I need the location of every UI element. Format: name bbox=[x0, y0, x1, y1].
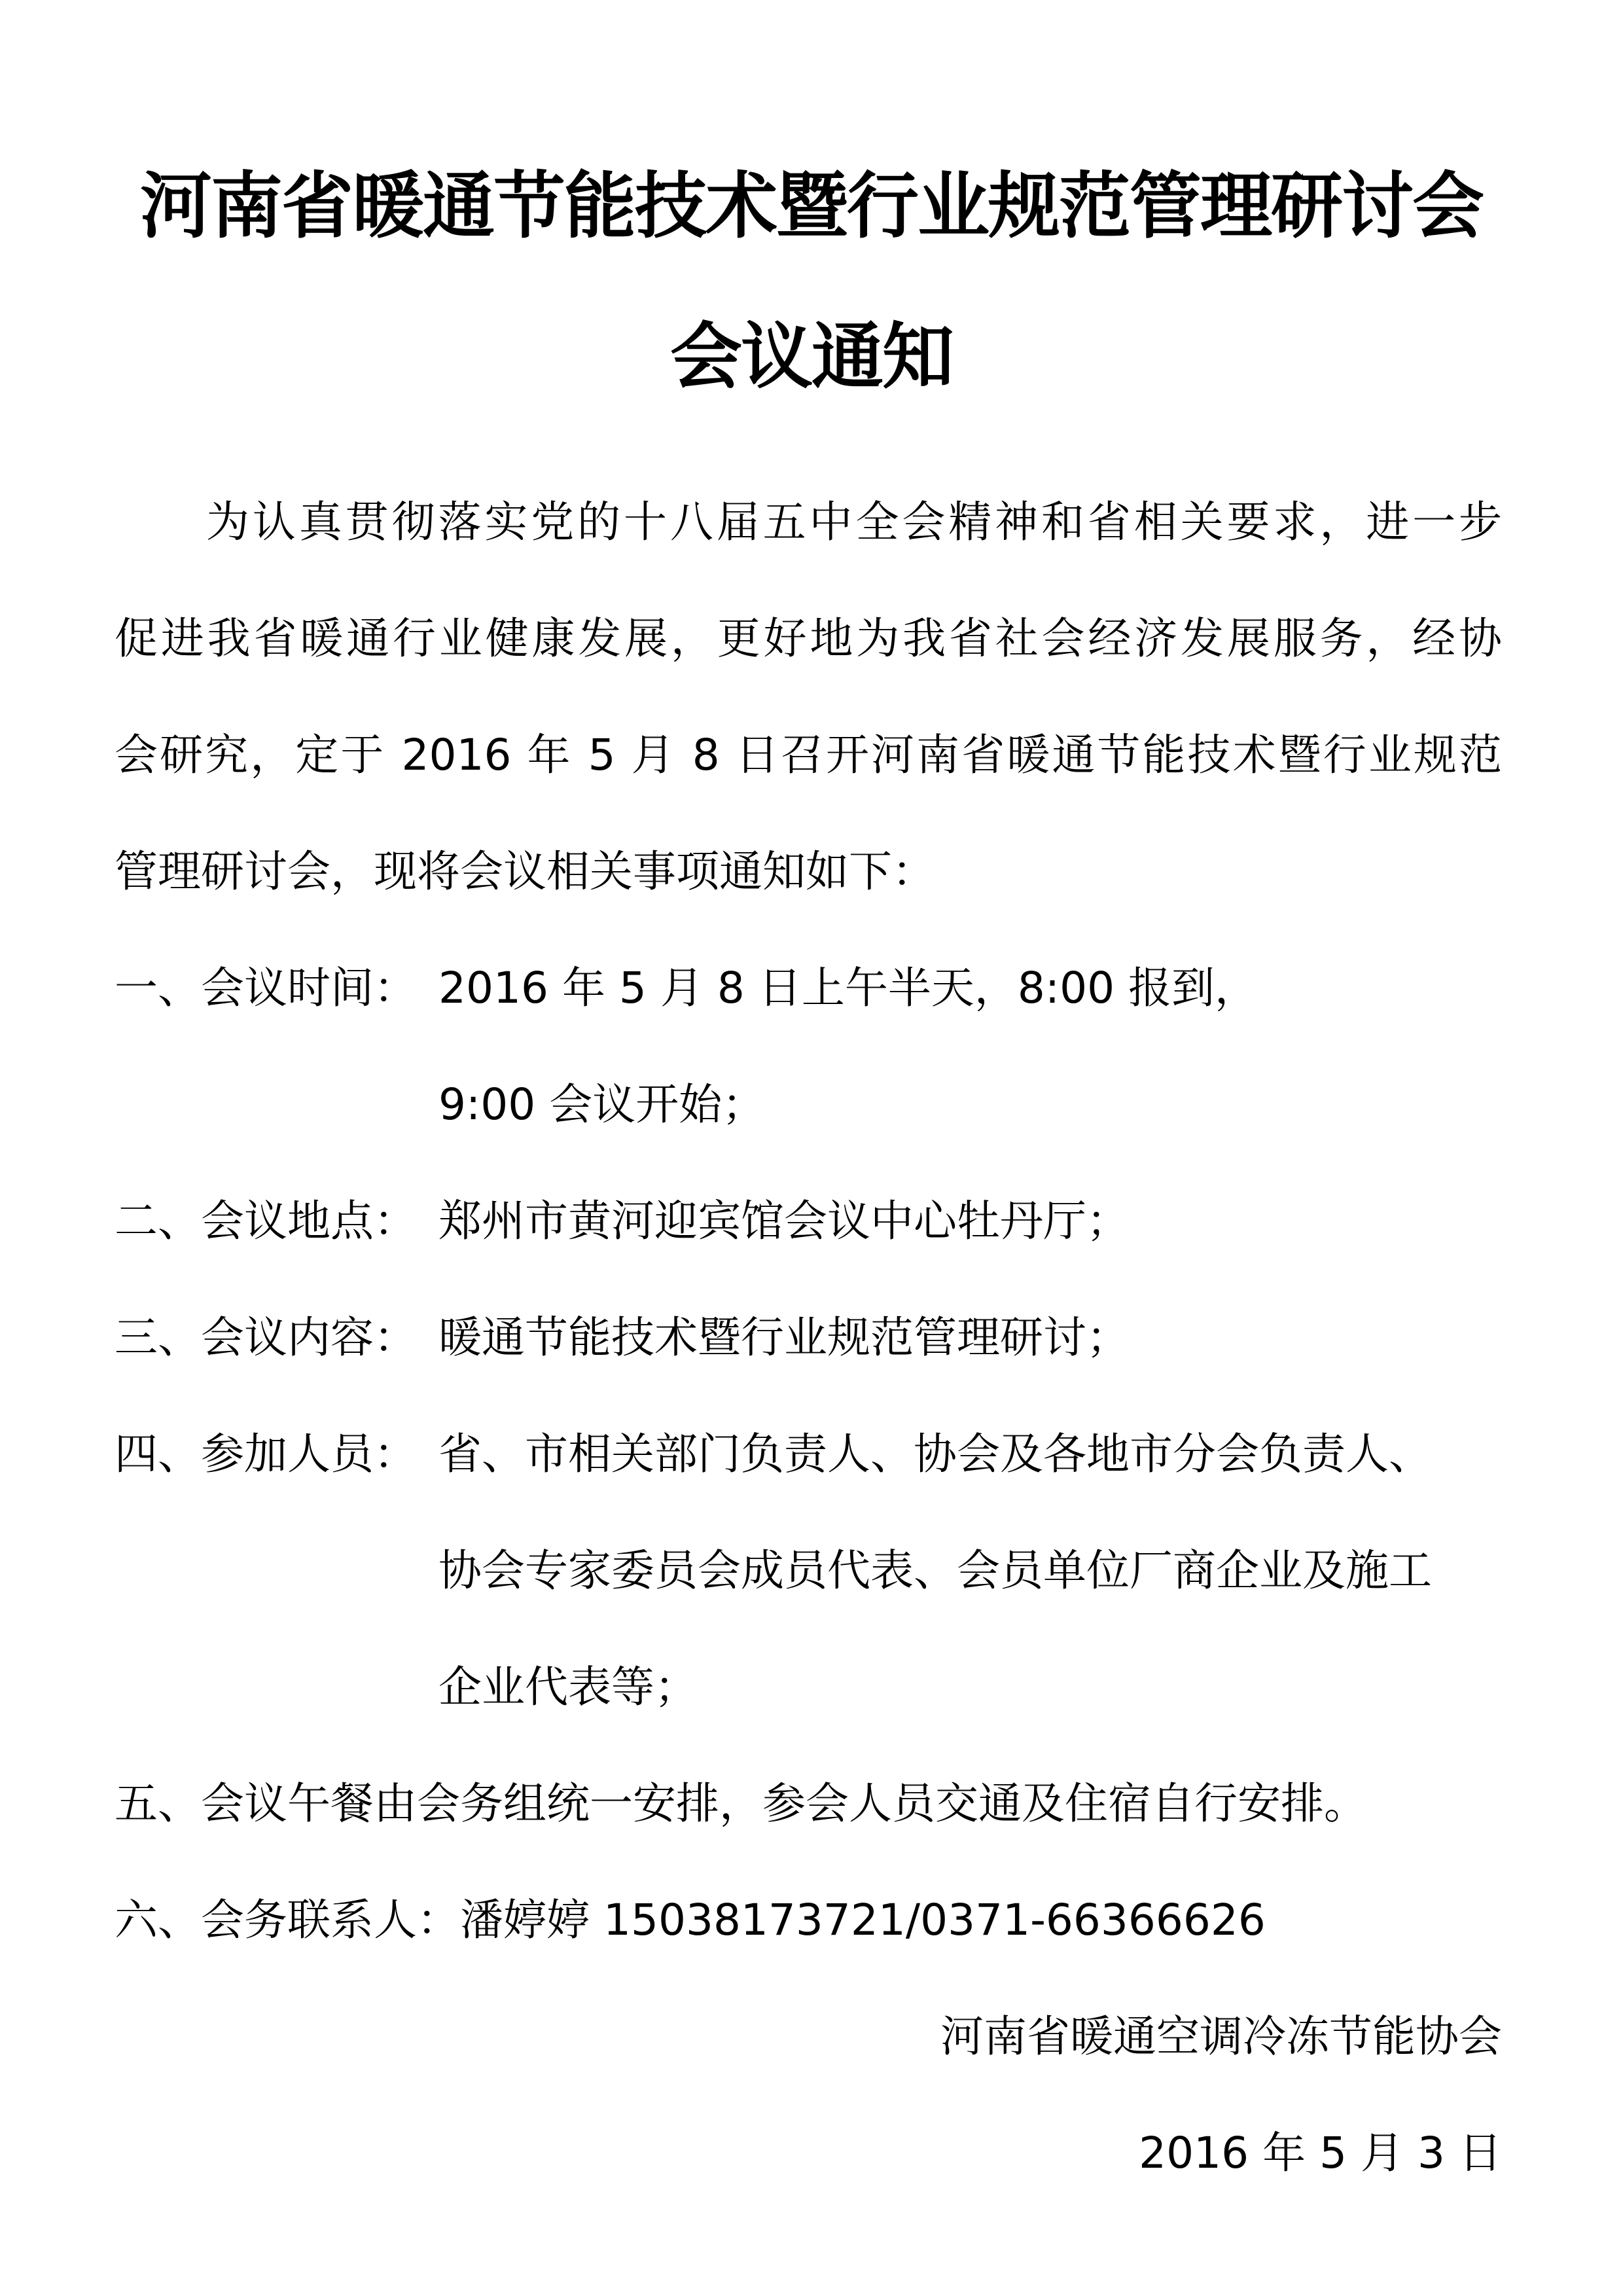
document-title: 河南省暖通节能技术暨行业规范管理研讨会 bbox=[140, 164, 1483, 248]
attendees-value-3: 企业代表等； bbox=[438, 1662, 698, 1712]
intro-line-1: 为认真贯彻落实党的十八届五中全会精神和省相关要求，进一步 bbox=[206, 497, 1502, 547]
intro-line-4: 管理研讨会，现将会议相关事项通知如下： bbox=[115, 846, 935, 897]
meeting-place-label: 二、会议地点： bbox=[115, 1196, 417, 1246]
attendees-value-1: 省、市相关部门负责人、协会及各地市分会负责人、 bbox=[438, 1429, 1432, 1479]
meeting-place-value: 郑州市黄河迎宾馆会议中心牡丹厅； bbox=[438, 1196, 1130, 1246]
lunch-note: 五、会议午餐由会务组统一安排，参会人员交通及住宿自行安排。 bbox=[115, 1778, 1367, 1829]
intro-line-2: 促进我省暖通行业健康发展，更好地为我省社会经济发展服务，经协 bbox=[115, 613, 1502, 664]
document-subtitle: 会议通知 bbox=[670, 314, 953, 399]
attendees-label: 四、参加人员： bbox=[115, 1429, 417, 1479]
intro-line-3: 会研究，定于 2016 年 5 月 8 日召开河南省暖通节能技术暨行业规范 bbox=[115, 730, 1502, 780]
issue-date: 2016 年 5 月 3 日 bbox=[1139, 2128, 1502, 2178]
meeting-time-value-cont: 9:00 会议开始； bbox=[438, 1079, 766, 1130]
meeting-content-value: 暖通节能技术暨行业规范管理研讨； bbox=[438, 1312, 1130, 1363]
contact-person: 六、会务联系人：潘婷婷 15038173721/0371-66366626 bbox=[115, 1895, 1266, 1945]
meeting-content-label: 三、会议内容： bbox=[115, 1312, 417, 1363]
attendees-value-2: 协会专家委员会成员代表、会员单位厂商企业及施工 bbox=[438, 1545, 1432, 1596]
issuer-organization: 河南省暖通空调冷冻节能协会 bbox=[940, 2011, 1502, 2062]
meeting-time-label: 一、会议时间： bbox=[115, 963, 417, 1013]
meeting-time-value: 2016 年 5 月 8 日上午半天，8:00 报到， bbox=[438, 963, 1258, 1013]
